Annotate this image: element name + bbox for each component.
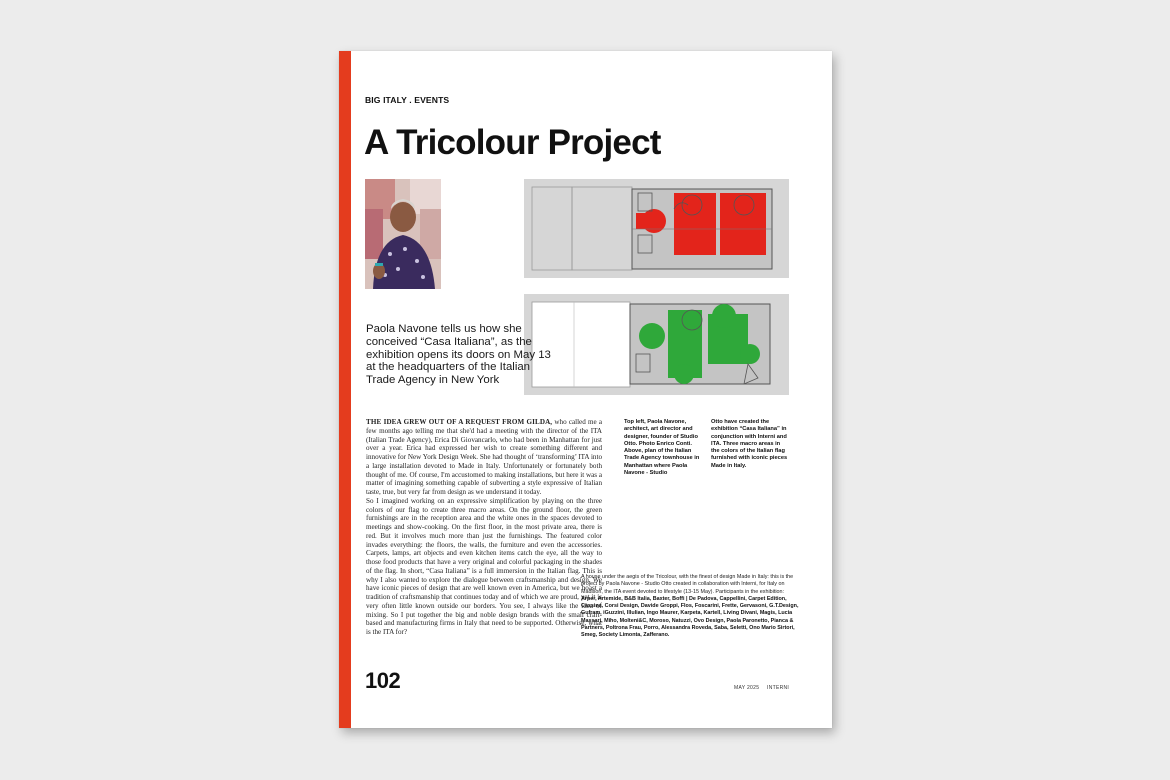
footer-date: MAY 2025 [734,685,760,691]
article-body [366,418,602,637]
magazine-page [339,51,832,728]
body-paragraph-2: So I imagined working on an expressive simplification by playing on the three colors of our flag to create three macro areas. On the ground floor, the green furnishings are in the reception area and the white ones in the spaces devoted to meetings and show-cooking. On the first floor, in the most private area, there is red. But it involves much more than just the furnishings. The featured color invades everything: the floors, the walls, the furniture and even the accessories. Carpets, lamps, art objects and even kitchen items catch the eye, all the way to those food products that have a very original and colorful packaging in the shades of the flag. In short, “Casa Italiana” is a full immersion in the Italian flag. This is why I also wanted to explore the dialogue between craftsmanship and design. We have iconic pieces of design that are well known even in America, but we boast a tradition of craftsmanship that continues today and of which we are proud, yet it is very often little known outside our borders. You see, I always like the idea of mixing. So I put together the big and noble design brands with the small craft-based and manufacturing firms in Italy that need to be supported. Otherwise, what is the ITA for? [366,496,602,636]
floor-plan-first-floor [524,179,789,278]
accent-bar [339,51,351,728]
photo-caption-left: Top left, Paola Navone, architect, art director and designer, founder of Studio Otto. Photo Enrico Conti. Above, plan of the Italian Trade Agency townhouse in Manhattan where Paola Navone - Studio [624,419,700,477]
article-title: A Tricolour Project [364,123,661,162]
floor-plan-ground-floor [524,294,789,395]
body-lead-in: THE IDEA GREW OUT OF A REQUEST FROM GILDA, [366,418,553,426]
participants-box [581,574,799,640]
portrait-photo [365,179,441,289]
participants-intro: A house under the aegis of the Tricolour, with the finest of design Made in Italy: this is the project by Paola Navone - Studio Otto created in collaboration with Interni, for Italy on Madison, the ITA event devoted to lifestyle (13-15 May). Participants in the exhibition: [581,574,794,595]
participants-list: Arper, Artemide, B&B Italia, Baxter, Boffi | De Padova, Cappellini, Carpet Edition, Cassina, Corsi Design, Davide Groppi, Flos, Foscarini, Frette, Gervasoni, G.T.Design, Gufram, iGuzzini, Illulian, Ingo Maurer, Karpeta, Kartell, Living Divani, Magis, Lucia Massari, Miho, Molteni&C, Moroso, Natuzzi, Ovo Design, Paola Paronetto, Pianca & Partners, Poltrona Frau, Porro, Alessandra Roveda, Saba, Seletti, Ono Mario Sirtori, Smeg, Society Limonta, Zafferano. [581,595,799,639]
article-intro: Paola Navone tells us how she conceived “Casa Italiana”, as the exhibition opens its doors on May 13 at the headquarters of the Italian Trade Agency in New York [366,323,551,387]
page-number: 102 [365,668,401,693]
body-paragraph-1: who called me a few months ago telling me that she'd had a meeting with the director of the ITA (Italian Trade Agency), Erica Di Giovancarlo, who had been in Manhattan for just over a year. Erica had expressed her wish to create something different and innovative for New York Design Week. She had thought of ‘transforming’ ITA into a large installation devoted to Made in Italy. Unfortunately or fortunately both thought of me. Of course, I'm accustomed to making installations, but here it was a matter of imagining something capable of subverting a style expressive of Italian taste, true, but very far from design as we understand it today. [366,418,602,496]
footer-magazine-name: INTERNI [767,685,790,691]
photo-caption-right: Otto have created the exhibition “Casa Italiana” in conjunction with Interni and ITA. Three macro areas in the colors of the Italian flag furnished with iconic pieces Made in Italy. [711,419,788,469]
section-kicker: BIG ITALY . EVENTS [365,95,450,105]
